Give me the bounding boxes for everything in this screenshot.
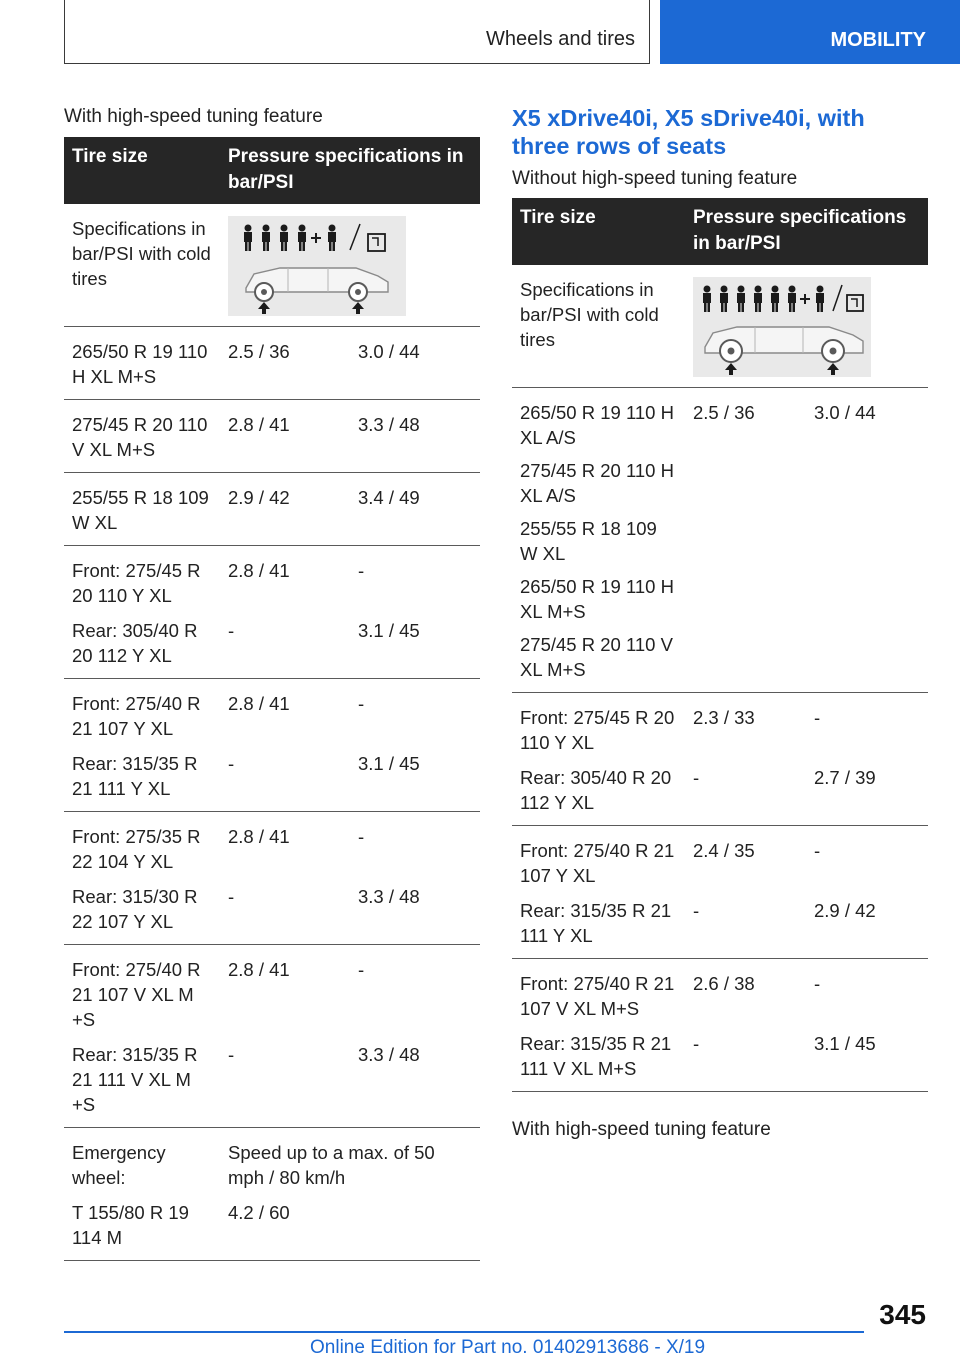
load-diagram-5-seats <box>228 216 406 316</box>
pressure-b: 3.3 / 48 <box>350 884 480 945</box>
pressure-b: 3.1 / 45 <box>350 751 480 812</box>
tire-size: Rear: 315/30 R 22 107 Y XL <box>64 884 220 945</box>
pressure-a: 2.8 / 41 <box>220 400 350 473</box>
table-row <box>64 751 480 812</box>
section-title: Wheels and tires <box>486 28 635 50</box>
emergency-value: 4.2 / 60 <box>220 1200 480 1261</box>
pressure-a: - <box>220 618 350 679</box>
table-row <box>512 765 928 826</box>
tire-size: 265/50 R 19 110 H XL M+S <box>520 576 674 622</box>
tire-size: 275/45 R 20 110 H XL A/S <box>520 460 674 506</box>
right-intro: Without high-speed tuning feature <box>512 168 798 189</box>
pressure-a: - <box>685 898 806 959</box>
pressure-a: 2.3 / 33 <box>693 707 755 728</box>
page-number: 345 <box>879 1299 926 1330</box>
footer-divider <box>64 1331 864 1333</box>
tire-size: Front: 275/35 R 22 104 Y XL <box>72 826 201 872</box>
tire-size: Rear: 315/35 R 21 111 Y XL <box>64 751 220 812</box>
tire-size: Front: 275/40 R 21 107 V XL M+S <box>520 973 675 1019</box>
table-row <box>512 826 928 899</box>
pressure-b: - <box>358 959 365 980</box>
tire-size: Rear: 315/35 R 21 111 V XL M +S <box>64 1042 220 1128</box>
pressure-b: - <box>814 840 821 861</box>
footer-edition: Online Edition for Part no. 01402913686 - X/19 <box>310 1337 706 1358</box>
pressure-b: 3.0 / 44 <box>350 327 480 400</box>
load-diagram-7-seats <box>693 277 871 377</box>
table-row <box>64 812 480 885</box>
tire-size: Rear: 315/35 R 21 111 V XL M+S <box>512 1031 685 1092</box>
tire-size: Front: 275/40 R 21 107 Y XL <box>520 840 675 886</box>
chapter-title: MOBILITY <box>830 29 926 51</box>
table-header-row <box>512 198 928 265</box>
left-column <box>64 106 480 1261</box>
pressure-a: 2.8 / 41 <box>228 959 290 980</box>
header-section-tab <box>64 0 650 64</box>
pressure-b: 3.4 / 49 <box>350 473 480 546</box>
pressure-a: 2.8 / 41 <box>228 560 290 581</box>
pressure-a: - <box>685 1031 806 1092</box>
left-intro: With high-speed tuning feature <box>64 106 323 127</box>
table-row <box>64 884 480 945</box>
car-load-icon <box>228 216 406 316</box>
tire-size: 255/55 R 18 109 W XL <box>64 473 220 546</box>
emergency-label: Emergency wheel: <box>72 1142 166 1188</box>
col-header-tire: Tire size <box>512 198 685 265</box>
spec-row <box>512 265 928 388</box>
pressure-a: - <box>220 1042 350 1128</box>
spec-label: Specifications in bar/PSI with cold tires <box>64 204 220 327</box>
emergency-row <box>64 1200 480 1261</box>
tire-size: 275/45 R 20 110 V XL M+S <box>520 634 673 680</box>
pressure-a: - <box>220 751 350 812</box>
tire-size-group <box>512 388 685 693</box>
col-header-pressure: Pressure specifications in bar/PSI <box>220 137 480 204</box>
tire-size: 265/50 R 19 110 H XL A/S <box>520 402 674 448</box>
pressure-b: 3.1 / 45 <box>350 618 480 679</box>
tire-size: Front: 275/45 R 20 110 Y XL <box>72 560 201 606</box>
table-row <box>64 473 480 546</box>
tire-size: 265/50 R 19 110 H XL M+S <box>64 327 220 400</box>
pressure-b: - <box>814 973 821 994</box>
right-outro: With high-speed tuning feature <box>512 1119 771 1140</box>
table-row <box>512 693 928 766</box>
pressure-a: 2.9 / 42 <box>220 473 350 546</box>
spec-row <box>64 204 480 327</box>
pressure-b: 2.9 / 42 <box>806 898 928 959</box>
pressure-b: - <box>814 707 821 728</box>
pressure-b: - <box>358 826 365 847</box>
pressure-a: 2.8 / 41 <box>228 693 290 714</box>
col-header-tire: Tire size <box>64 137 220 204</box>
pressure-a: 2.8 / 41 <box>228 826 290 847</box>
pressure-b: 3.3 / 48 <box>350 400 480 473</box>
pressure-a: 2.6 / 38 <box>693 973 755 994</box>
pressure-b: 3.0 / 44 <box>806 388 928 693</box>
table-row <box>512 898 928 959</box>
left-pressure-table <box>64 137 480 1261</box>
pressure-a: - <box>685 765 806 826</box>
col-header-pressure: Pressure specifications in bar/PSI <box>685 198 928 265</box>
spec-label: Specifications in bar/PSI with cold tires <box>512 265 685 388</box>
right-pressure-table <box>512 198 928 1092</box>
tire-size: 275/45 R 20 110 V XL M+S <box>64 400 220 473</box>
pressure-a: 2.5 / 36 <box>685 388 806 693</box>
header-chapter-tab <box>660 0 960 64</box>
pressure-a: 2.5 / 36 <box>220 327 350 400</box>
tire-size: Front: 275/45 R 20 110 Y XL <box>520 707 675 753</box>
table-row-group <box>512 388 928 693</box>
table-row <box>64 1042 480 1128</box>
pressure-b: - <box>358 693 365 714</box>
tire-size: 255/55 R 18 109 W XL <box>520 518 657 564</box>
tire-size: Front: 275/40 R 21 107 Y XL <box>72 693 201 739</box>
table-row <box>64 618 480 679</box>
emergency-note: Speed up to a max. of 50 mph / 80 km/h <box>228 1142 435 1188</box>
pressure-b: 2.7 / 39 <box>806 765 928 826</box>
emergency-row <box>64 1128 480 1201</box>
table-row <box>64 546 480 619</box>
table-row <box>512 959 928 1032</box>
table-row <box>64 327 480 400</box>
pressure-b: - <box>358 560 365 581</box>
table-header-row <box>64 137 480 204</box>
table-row <box>64 679 480 752</box>
table-row <box>64 945 480 1043</box>
tire-size: Rear: 305/40 R 20 112 Y XL <box>64 618 220 679</box>
tire-size: Rear: 305/40 R 20 112 Y XL <box>512 765 685 826</box>
right-column <box>512 104 928 1141</box>
pressure-b: 3.3 / 48 <box>350 1042 480 1128</box>
emergency-tire: T 155/80 R 19 114 M <box>64 1200 220 1261</box>
table-row <box>512 1031 928 1092</box>
tire-size: Rear: 315/35 R 21 111 Y XL <box>512 898 685 959</box>
tire-size: Front: 275/40 R 21 107 V XL M +S <box>72 959 201 1030</box>
section-heading: X5 xDrive40i, X5 sDrive40i, with three rows of seats <box>512 105 865 159</box>
pressure-a: 2.4 / 35 <box>693 840 755 861</box>
pressure-a: - <box>220 884 350 945</box>
table-row <box>64 400 480 473</box>
pressure-b: 3.1 / 45 <box>806 1031 928 1092</box>
car-load-icon <box>693 277 871 377</box>
